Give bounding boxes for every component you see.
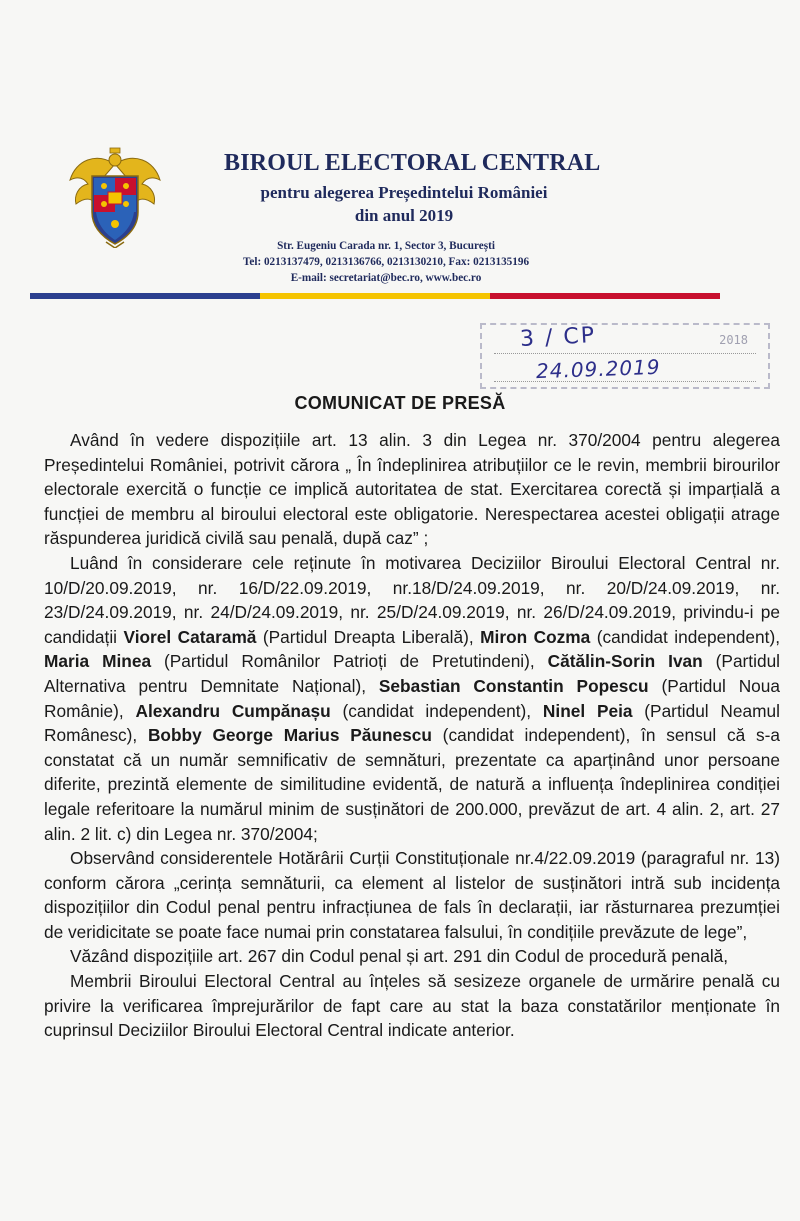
document-body	[44, 428, 780, 1043]
candidate-name: Bobby George Marius Păunescu	[147, 725, 432, 746]
text-span: (Partidul Românilor Patrioți de Pretutindeni),	[151, 651, 548, 672]
text-span: (Partidul Alternativa pentru Demnitate Național),	[44, 651, 781, 696]
tricolor-divider	[30, 293, 720, 299]
paragraph-4: Văzând dispozițiile art. 267 din Codul penal și art. 291 din Codul de procedură penală,	[70, 946, 729, 967]
stamp-date: 24.09.2019	[535, 354, 661, 384]
candidate-name: Viorel Cataramă	[123, 626, 257, 647]
candidate-name: Alexandru Cumpănașu	[135, 700, 331, 721]
candidate-name: Sebastian Constantin Popescu	[378, 675, 649, 696]
candidate-name: Maria Minea	[44, 651, 152, 672]
institution-subtitle	[244, 181, 564, 227]
paragraph-5: Membrii Biroului Electoral Central au înțeles să sesizeze organele de urmărire penală cu privire la verificarea împrejurărilor de fapt care au stat la baza constatărilor menționate în cuprinsul Deciziilor Biroului Electoral Central indicate anterior.	[44, 971, 780, 1041]
paragraph-1: Având în vedere dispozițiile art. 13 alin. 3 din Legea nr. 370/2004 pentru alegerea Președintelui României, potrivit cărora „ În îndeplinirea atribuțiilor ce le revin, membrii birourilor electorale exercită o funcție ce implică autoritatea de stat. Exercitarea corectă și imparțială a funcției de membru al biroului electoral este obligatorie. Nerespectarea acestei obligații atrage răspunderea juridică civilă sau penală, după caz” ;	[44, 430, 780, 549]
contact-block	[206, 238, 566, 286]
text-span: (candidat independent), în sensul că s-a constatat că un număr semnificativ de semnături, prezentate ca aparținând unor persoane diferite, prezintă elemente de similitudine evidentă, de natură a influența îndeplinirea condiției legale referitoare la numărul minim de susținători de 200.000, prevăzut de art. 4 alin. 2, art. 27 alin. 2 lit. c) din Legea nr. 370/2004;	[44, 725, 781, 844]
tricolor-yellow	[260, 293, 490, 299]
text-span: (Partidul Neamul Românesc),	[44, 700, 780, 746]
text-span: (Partidul Noua Românie),	[44, 675, 781, 721]
tricolor-blue	[30, 293, 260, 299]
text-span: (candidat independent),	[330, 700, 543, 721]
paragraph-2	[44, 551, 780, 846]
text-span: (candidat independent),	[590, 626, 780, 647]
address: Str. Eugeniu Carada nr. 1, Sector 3, București	[277, 240, 495, 252]
subtitle-line-1: pentru alegerea Președintelui României	[260, 183, 548, 202]
stamp-number: 3 / CP	[519, 323, 597, 352]
romania-coat-of-arms-icon	[66, 146, 164, 248]
paragraph-3: Observând considerentele Hotărârii Curții Constituționale nr.4/22.09.2019 (paragraful nr. 13) conform cărora „cerința semnăturii, ca element al listelor de susținători intră sub incidența dispozițiilor din Codul penal pentru infracțiunea de fals în declarații, iar răsturnarea prezumției de veridicitate se poate face numai prin constatarea falsului, în condițiile prevăzute de lege”,	[44, 848, 780, 942]
registration-stamp	[480, 323, 770, 389]
tricolor-red	[490, 293, 720, 299]
candidate-name: Cătălin-Sorin Ivan	[547, 651, 703, 672]
email-web: E-mail: secretariat@bec.ro, www.bec.ro	[290, 272, 482, 284]
text-span: Luând în considerare cele reținute în motivarea Deciziilor Biroului Electoral Central nr. 10/D/20.09.2019, nr. 16/D/22.09.2019, nr.18/D/24.09.2019, nr. 20/D/24.09.2019, nr. 23/D/24.09.2019, nr. 24/D/24.09.2019, nr. 25/D/24.09.2019, nr. 26/D/24.09.2019, privindu-i pe candidații	[44, 552, 780, 647]
phone-fax: Tel: 0213137479, 0213136766, 0213130210, Fax: 0213135196	[242, 256, 530, 268]
institution-name: BIROUL ELECTORAL CENTRAL	[224, 150, 601, 176]
stamp-line	[494, 353, 756, 354]
candidate-name: Ninel Peia	[542, 700, 633, 721]
candidate-name: Miron Cozma	[480, 626, 591, 647]
text-span: (Partidul Dreapta Liberală),	[256, 626, 481, 647]
stamp-line	[494, 381, 756, 382]
document-title: COMUNICAT DE PRESĂ	[294, 393, 506, 413]
subtitle-line-2: din anul 2019	[354, 206, 454, 225]
stamp-faint-text: 2018	[719, 333, 748, 347]
